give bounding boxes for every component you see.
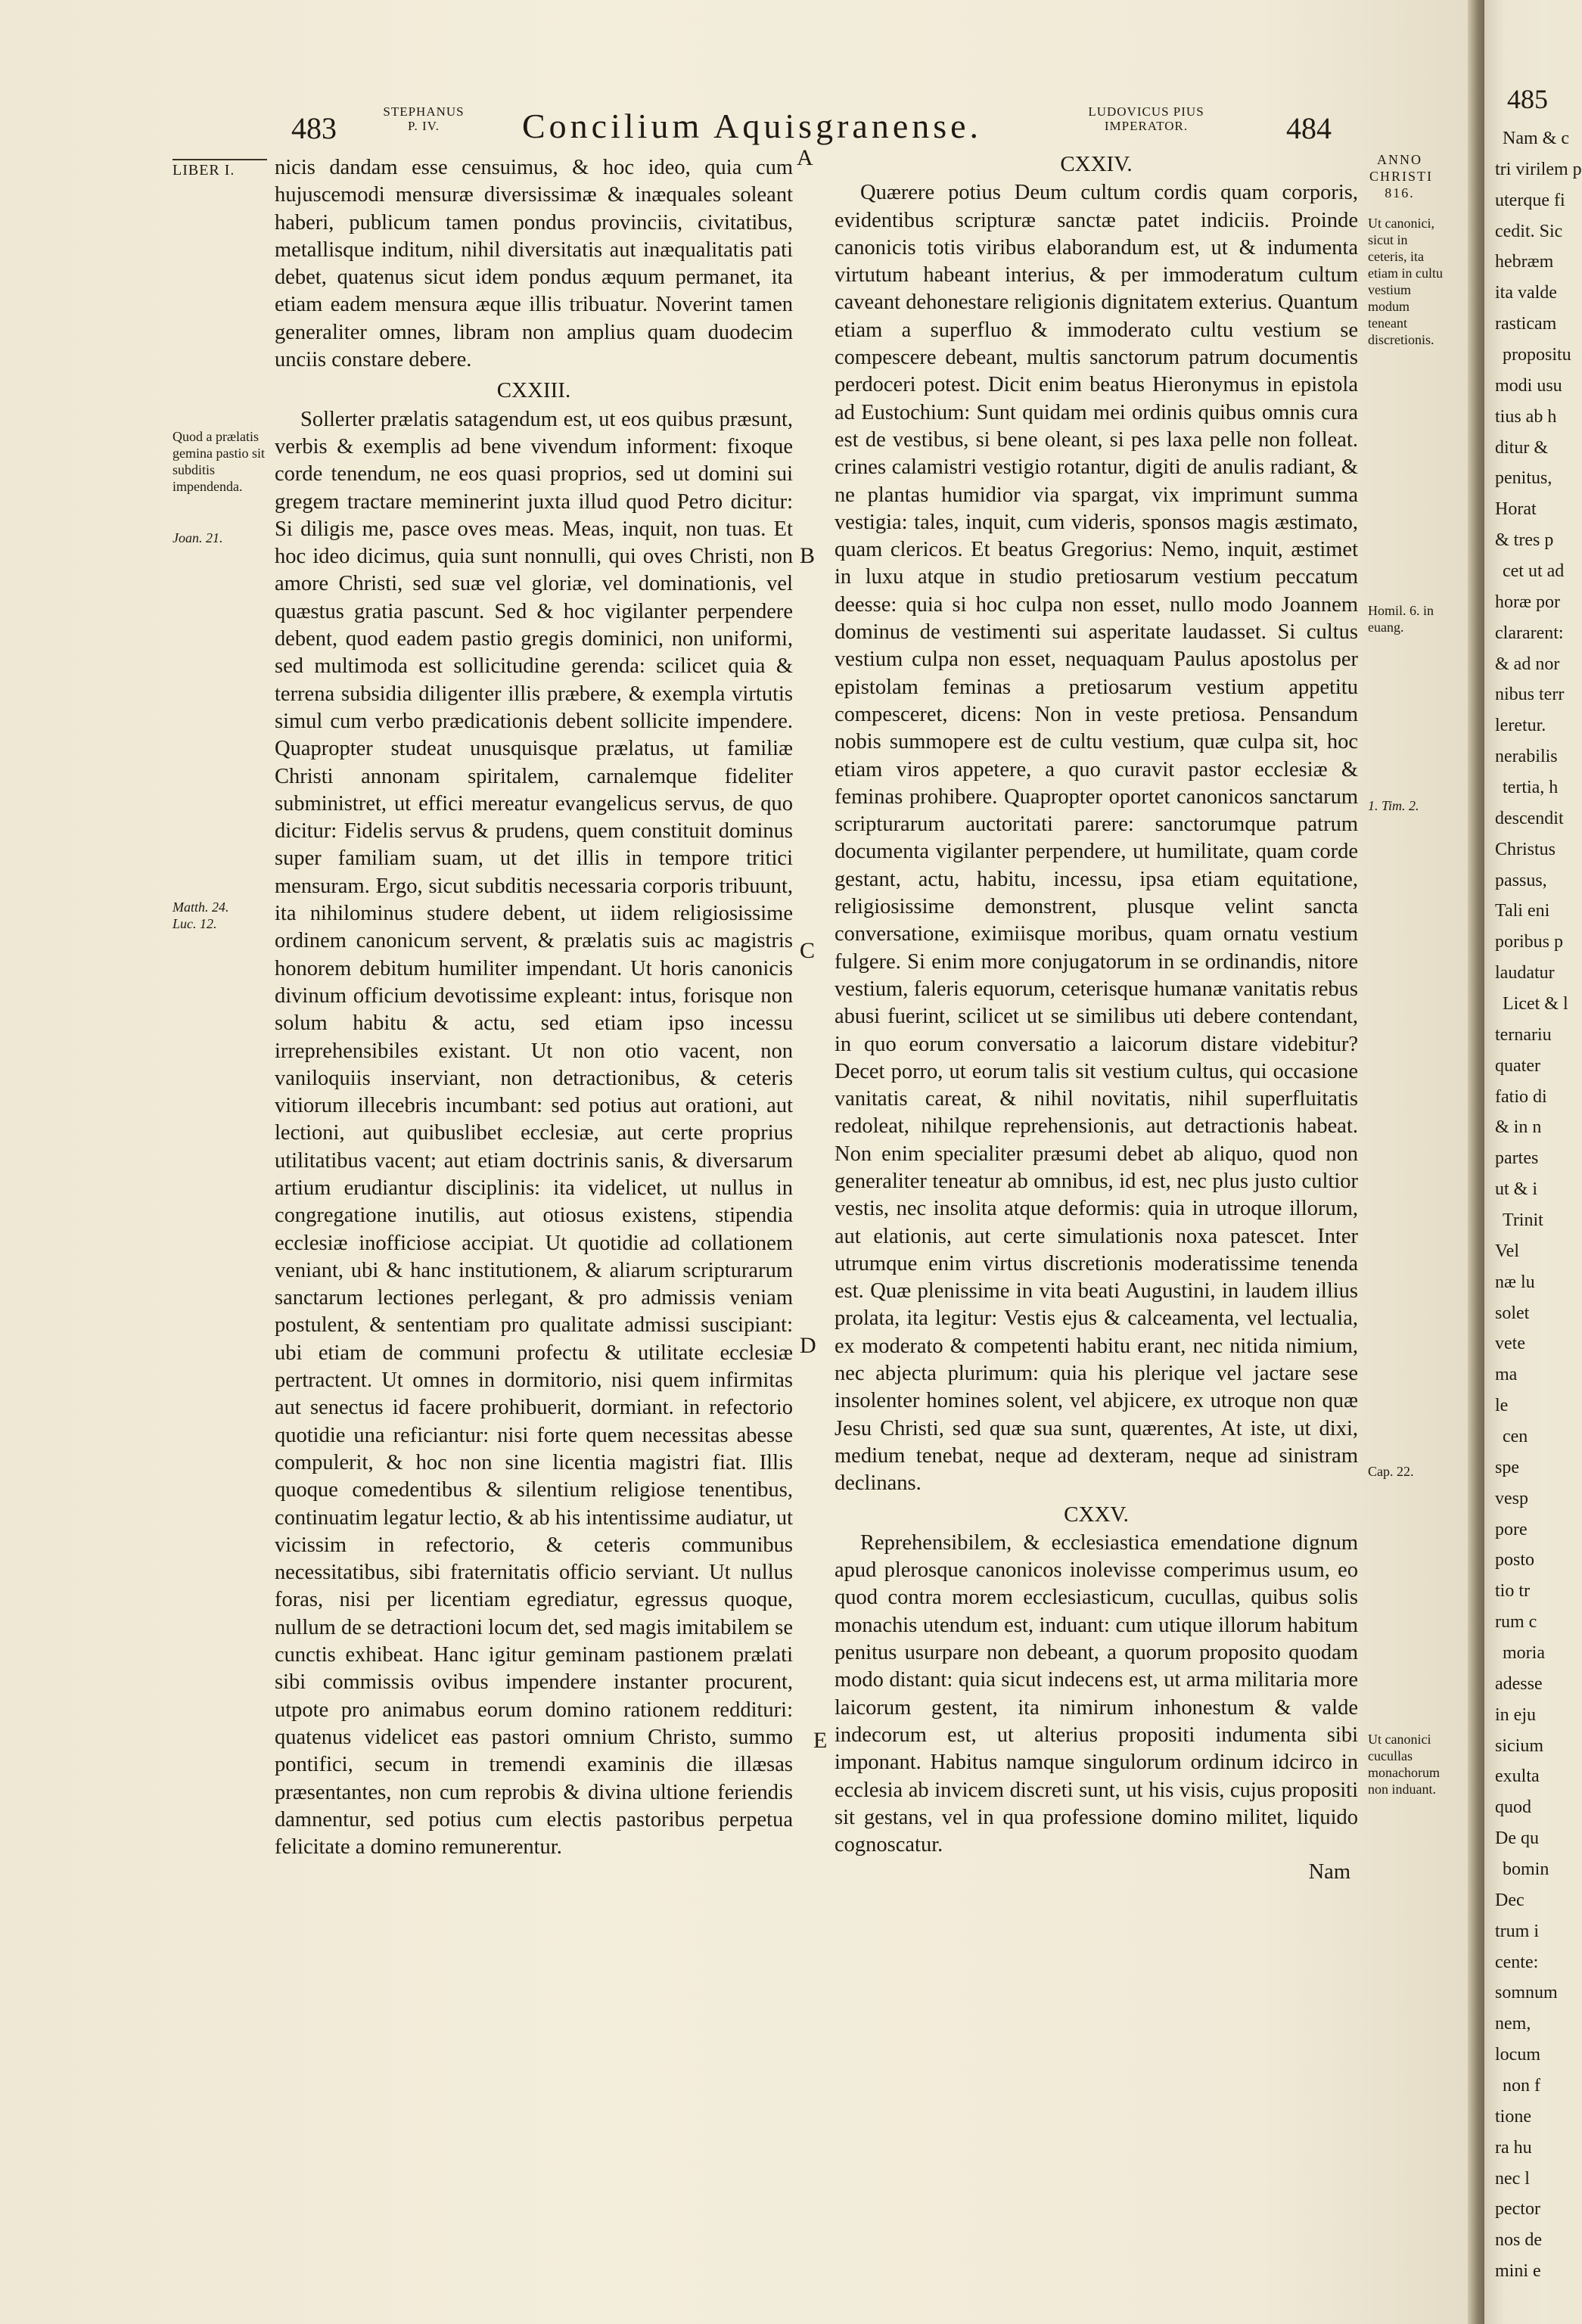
next-page-fragment: tius ab h (1495, 407, 1557, 427)
next-page-fragment: ra hu (1495, 2138, 1532, 2158)
next-page-fragment: & tres p (1495, 530, 1554, 550)
next-page-fragment: Dec (1495, 1891, 1525, 1910)
next-page-fragment: cen (1503, 1427, 1528, 1446)
next-page-fragment: Christus (1495, 840, 1556, 859)
chapter-heading-cxxiii: CXXIII. (496, 378, 571, 403)
next-page-fragment: poribus p (1495, 932, 1563, 952)
left-column (275, 154, 793, 1861)
right-running-head-line1: LUDOVICUS PIUS (1088, 104, 1204, 119)
next-page-fragment: nem, (1495, 2014, 1531, 2034)
next-page-fragment: spe (1495, 1458, 1519, 1477)
chapter-heading-cxxiv: CXXIV. (1060, 152, 1133, 176)
next-page-fragment: cente: (1495, 1953, 1539, 1972)
next-page-edge (1484, 0, 1582, 2324)
next-page-fragment: descendit (1495, 809, 1564, 828)
next-page-fragment: ita valde (1495, 283, 1557, 303)
next-page-fragment: Trinit (1503, 1210, 1543, 1230)
next-page-fragment: tertia, h (1503, 778, 1559, 797)
next-page-fragment: tione (1495, 2107, 1531, 2127)
next-page-fragment: locum (1495, 2045, 1540, 2065)
next-page-fragment: adesse (1495, 1674, 1543, 1694)
section-letter-c: C (800, 938, 816, 963)
next-page-fragment: non f (1503, 2076, 1540, 2096)
section-letter-d: D (800, 1333, 816, 1358)
chapter-cxxiv-text: Quærere potius Deum cultum cordis quam corporis, evidentibus scripturæ sanctæ patet indiciis. Proinde canonicis totis viribus elaborandum est, ut & indumenta virtutum habeant interius, & per immoderatum cultum caveant dehonestare religionis dignitatem exterius. Quantum etiam a superfluo & immoderato cultu vestium se compescere debeant, multis sanctorum patrum documentis perdoceri potest. Dicit enim beatus Hieronymus in epistola ad Eustochium: Sunt quidam mei ordinis quibus omnis cura est de vestibus, si bene oleant, si pes laxa pelle non folleat. crines calamistri vestigio rotantur, digiti de anulis radiant, & ne plantas humidior via spargat, vix imprimunt summa vestigia: tales, inquit, cum videris, sponsos magis æstimato, quam clericos. Et beatus Gregorius: Nemo, inquit, æstimet in luxu atque in studio pretiosarum vestium peccatum deesse: quia si hoc culpa non esset, nullo modo Joannem dominus de vestimenti sui asperitate laudasset. Si cultus vestium culpa non esset, nequaquam Paulus apostolus per epistolam feminas a pretiosarum vestium appetitu compesceret, dicens: Non in veste pretiosa. Pensandum nobis summopere est de cultu vestium, quæ culpa sit, hoc etiam viros appetere, a quo curavit pastor ecclesiæ & feminas prohibere. Quapropter oportet canonicos sanctarum scripturarum auctoritati parere: sanctorumque patrum documenta vigilanter perpendere, ut humilitate, quam corde gestant, actu, habitu, incessu, ipsa etiam equitatione, religiosissime demonstrent, plusque velint sancta conversatione, eximiisque moribus, quam ornatu vestium fulgere. Si enim more conjugatorum in se ordinandis, nitore vestium, faleris equorum, ceterisque humanæ vanitatis rebus abusi fuerint, scilicet ut se similibus uti debere contendant, in quo eorum conversatio a laicorum distare videbitur? Decet porro, ut eorum talis sit vestium cultus, qui occasione vanitatis careat, & nihil novitatis, nihil superfluitatis redoleat, nihilque reprehensionis, aut detractionis habeat. Non enim specialiter præsumi debet ab aliquo, quod non generaliter teneatur ab omnibus, id est, nec plus justo cultior vestis, nec insolita atque deformis: quia in utroque illorum, aut elationis, aut certe simulationis noxa patescet. Inter utrumque enim virtus discretionis moderatissime tenenda est. Quæ plenissime in vita beati Augustini, in laudem illius prolata, ita legitur: Vestis ejus & calceamenta, vel lectualia, ex moderato & competenti habitu erant, nec nitida nimium, nec abjecta plurimum: quia his plerique vel jactare sese insolenter homines solent, vel abjicere, ex utroque non quæ Jesu Christi, sed quæ sua sunt, quærentes, At iste, ut dixi, medium tenebat, neque ad dexteram, neque ad sinistram declinans. (835, 181, 1358, 1496)
next-page-fragment: partes (1495, 1148, 1539, 1168)
next-page-fragment: le (1495, 1396, 1509, 1415)
next-page-fragment: hebræm (1495, 252, 1554, 272)
next-page-fragment: Horat (1495, 499, 1537, 519)
next-page-fragment: ditur & (1495, 438, 1548, 458)
next-page-fragment: cedit. Sic (1495, 222, 1563, 241)
margin-ref-tim: 1. Tim. 2. (1368, 798, 1419, 813)
margin-ref-joan: Joan. 21. (172, 530, 223, 545)
next-page-fragment: & in n (1495, 1117, 1542, 1137)
right-running-head (1074, 104, 1218, 133)
next-page-fragment: solet (1495, 1303, 1530, 1323)
right-column (835, 148, 1358, 1887)
next-page-fragment: Vel (1495, 1241, 1519, 1261)
chapter-cxxv-text: Reprehensibilem, & ecclesiastica emendatione dignum apud plerosque canonicos inolevisse comperimus usum, eo quod contra morem ecclesiasticum, cucullas, quibus solis monachis utendum est, induant: cum utique illorum habitum penitus usurpare non debeant, a quorum proposito quodam modo distant: quia sicut indecens est, ut arma militaria more laicorum gestent, ita nimirum inhonestum & valde indecorum est, ut alterius propositi indumenta sibi imponant. Habitus namque singulorum ordinum idcirco in ecclesia ab invicem discreti sunt, ut his visis, cujus propositi sit gestans, vel in qua professione domino militet, liquido cognoscatur. (835, 1530, 1358, 1857)
margin-note-vestium: Ut canonici, sicut in ceteris, ita etiam in cultu vestium modum teneant discretionis. (1368, 216, 1443, 347)
next-page-fragment: vesp (1495, 1489, 1528, 1508)
section-letter-b: B (800, 543, 816, 568)
next-page-fragment: rasticam (1495, 314, 1557, 334)
next-page-fragment: modi usu (1495, 376, 1562, 396)
next-page-fragment: ternariu (1495, 1025, 1552, 1045)
next-page-fragment: clararent: (1495, 623, 1564, 643)
next-page-fragment: ut & i (1495, 1179, 1538, 1199)
margin-ref-cap: Cap. 22. (1368, 1464, 1414, 1479)
next-page-number: 485 (1507, 84, 1548, 114)
next-page-fragment: laudatur (1495, 963, 1555, 983)
next-page-fragment: Nam & c (1503, 129, 1569, 148)
next-page-fragment: penitus, (1495, 468, 1552, 488)
next-page-fragment: pector (1495, 2199, 1540, 2219)
page-title: Concilium Aquisgranense. (522, 107, 983, 145)
section-letter-a: A (797, 145, 813, 170)
next-page-fragment: vete (1495, 1334, 1525, 1353)
next-page-fragment: nos de (1495, 2230, 1542, 2250)
next-page-fragment: in eju (1495, 1705, 1536, 1725)
next-page-fragment: mini e (1495, 2261, 1541, 2281)
next-page-fragment: propositu (1503, 345, 1571, 365)
next-page-fragment: pore (1495, 1520, 1528, 1539)
next-page-fragment: rum c (1495, 1612, 1537, 1632)
margin-anno-christi: ANNO CHRISTI 816. (1369, 152, 1434, 200)
next-page-fragment: Tali eni (1495, 901, 1550, 921)
next-page-fragment: næ lu (1495, 1272, 1535, 1292)
section-letter-e: E (813, 1728, 828, 1753)
next-page-fragment: somnum (1495, 1983, 1558, 2002)
next-page-fragment: tio tr (1495, 1581, 1530, 1601)
chapter-cxxiii-text: Sollerter prælatis satagendum est, ut eos quibus præsunt, verbis & exemplis ad bene vivendum informent: fixoque corde tenendum, ne eos quasi proprios, sed ut domini sui gregem tractare meminerint juxta illud quod Petro dicitur: Si diligis me, pasce oves meas. Meas, inquit, non tuas. Et hoc ideo dicimus, quia sunt nonnulli, qui oves Christi, non amore Christi, sed suæ vel gloriæ, vel dominationis, vel quæstus gratia pascunt. Sed & hoc vigilanter perpendere debent, quod eadem pastio gregis dominici, non uniformi, sed multimoda est sollicitudine gerenda: scilicet quia & terrena subsidia diligenter illis præbere, & exempla virtutis simul cum verbo prædicationis debent sollicite impendere. Quapropter studeat unusquisque prælatus, ut familiæ Christi annonam spiritalem, carnalemque fideliter subministret, ut effici mereatur evangelicus servus, de quo dicitur: Fidelis servus & prudens, quem constituit dominus super familiam suam, ut det illis in tempore tritici mensuram. Ergo, sicut subditis necessaria corporis tribuunt, ita nihilominus studere debent, ut iidem religiosissime ordinem canonicum servent, & prælatis suis ac magistris honorem debitum humiliter impendant. Ut horis canonicis divinum officium devotissime expleant: intus, forisque non solum habitu & actu, sed etiam ipso incessu irreprehensibiles existant. Ut non otio vacent, non vaniloquiis inserviant, non detractionibus, & ceteris vitiorum illecebris incumbant: sed potius aut orationi, aut lectioni, aut quibuslibet ecclesiæ, aut certe proprius utilitatibus vacent; aut etiam doctrinis sanis, & diversarum artium erudiantur disciplinis: ita videlicet, ut nullus in congregatione inutilis, aut otiosus existens, stipendia ecclesiæ inofficiose accipiat. Ut quotidie ad collationem veniant, ubi & hanc institutionem, & aliarum scripturarum sanctarum lectiones perlegant, & pro admissis veniam postulent, & sententiam pro qualitate admissi suscipiant: ubi etiam de communi profectu & utilitate ecclesiæ pertractent. Ut omnes in dormitorio, nisi quem infirmitas aut senectus id facere prohibuerit, dormiant. in refectorio quotidie una reficiantur: nisi forte quem necessitas abesse compulerit, & hoc non sine licentia magistri fiat. Illis quoque comedentibus & silentium religiose tenentibus, continuatim legatur lectio, & ab his intentissime audiatur, ut vicissim in refectorio, & ceteris communibus necessitatibus, sibi fraternitatis officio serviant. Ut nullus foras, nisi per licentiam egrediatur, egressus quoque, nullum de se detractioni locum det, sed magis imitabilem se cunctis exhibeat. Hanc igitur geminam pastionem prælati sibi commissis ovibus impendere instanter procurent, utpote pro animabus eorum domino rationem reddituri: quatenus videlicet eas pastori omnium Christo, summo pontifici, secum in tremendi examinis die illæsas præsentantes, non cum reprobis & divina ultione feriendis damnentur, sed potius cum electis pastoribus perpetua felicitate a domino remunerentur. (275, 407, 793, 1860)
next-page-fragment: quod (1495, 1797, 1531, 1817)
next-page-fragment: horæ por (1495, 592, 1560, 612)
catchword: Nam (1308, 1860, 1350, 1884)
next-page-fragment: tri virilem p (1495, 160, 1582, 179)
next-page-fragment: passus, (1495, 871, 1547, 890)
next-page-fragment: & ad nor (1495, 654, 1560, 674)
chapter-heading-cxxv: CXXV. (1064, 1502, 1129, 1527)
left-running-head (378, 104, 469, 133)
right-running-head-line2: IMPERATOR. (1104, 119, 1189, 133)
next-page-fragment: trum i (1495, 1922, 1539, 1941)
next-page-fragment: exulta (1495, 1766, 1540, 1786)
next-page-fragment: nerabilis (1495, 747, 1558, 766)
next-page-fragment: De qu (1495, 1828, 1539, 1848)
margin-note-cucullas: Ut canonici cucullas monachorum non induant. (1368, 1732, 1440, 1797)
next-page-fragment: cet ut ad (1503, 561, 1565, 581)
left-page-number: 483 (291, 111, 337, 145)
next-page-fragment: moria (1503, 1643, 1545, 1663)
margin-ref-homil: Homil. 6. in euang. (1368, 603, 1434, 635)
left-opening-paragraph: nicis dandam esse censuimus, & hoc ideo, quia cum hujuscemodi mensuræ diversissimæ & inæquales soleant haberi, publicum tamen pondus provinciis, civitatibus, metallisque inditum, nihil diversitatis aut inæqualitatis pati debet, quatenus sicut idem pondus æquum permanet, ita etiam eadem mensura æque illis tribuatur. Noverint tamen generaliter omnes, libram non amplius quam duodecim unciis constare debere. (275, 156, 793, 372)
next-page-fragment: fatio di (1495, 1087, 1547, 1107)
right-page-number: 484 (1286, 111, 1332, 145)
next-page-fragment: sicium (1495, 1736, 1543, 1756)
next-page-fragment: bomin (1503, 1860, 1549, 1879)
margin-note-gemina-pastio: Quod a prælatis gemina pastio sit subditis impendenda. (172, 429, 265, 494)
margin-ref-matth: Matth. 24. Luc. 12. (172, 899, 229, 931)
left-running-head-line2: P. IV. (407, 119, 440, 133)
next-page-fragment: Licet & l (1503, 994, 1568, 1014)
left-running-head-line1: STEPHANUS (383, 104, 465, 119)
liber-label: LIBER I. (172, 159, 267, 179)
next-page-fragment: leretur. (1495, 716, 1546, 735)
next-page-fragment: posto (1495, 1550, 1535, 1570)
next-page-fragment: nec l (1495, 2169, 1530, 2189)
next-page-fragment: quater (1495, 1056, 1540, 1076)
next-page-fragment: ma (1495, 1365, 1518, 1384)
next-page-fragment: nibus terr (1495, 685, 1565, 704)
page-header (0, 98, 1479, 144)
next-page-fragment: uterque fi (1495, 191, 1565, 210)
